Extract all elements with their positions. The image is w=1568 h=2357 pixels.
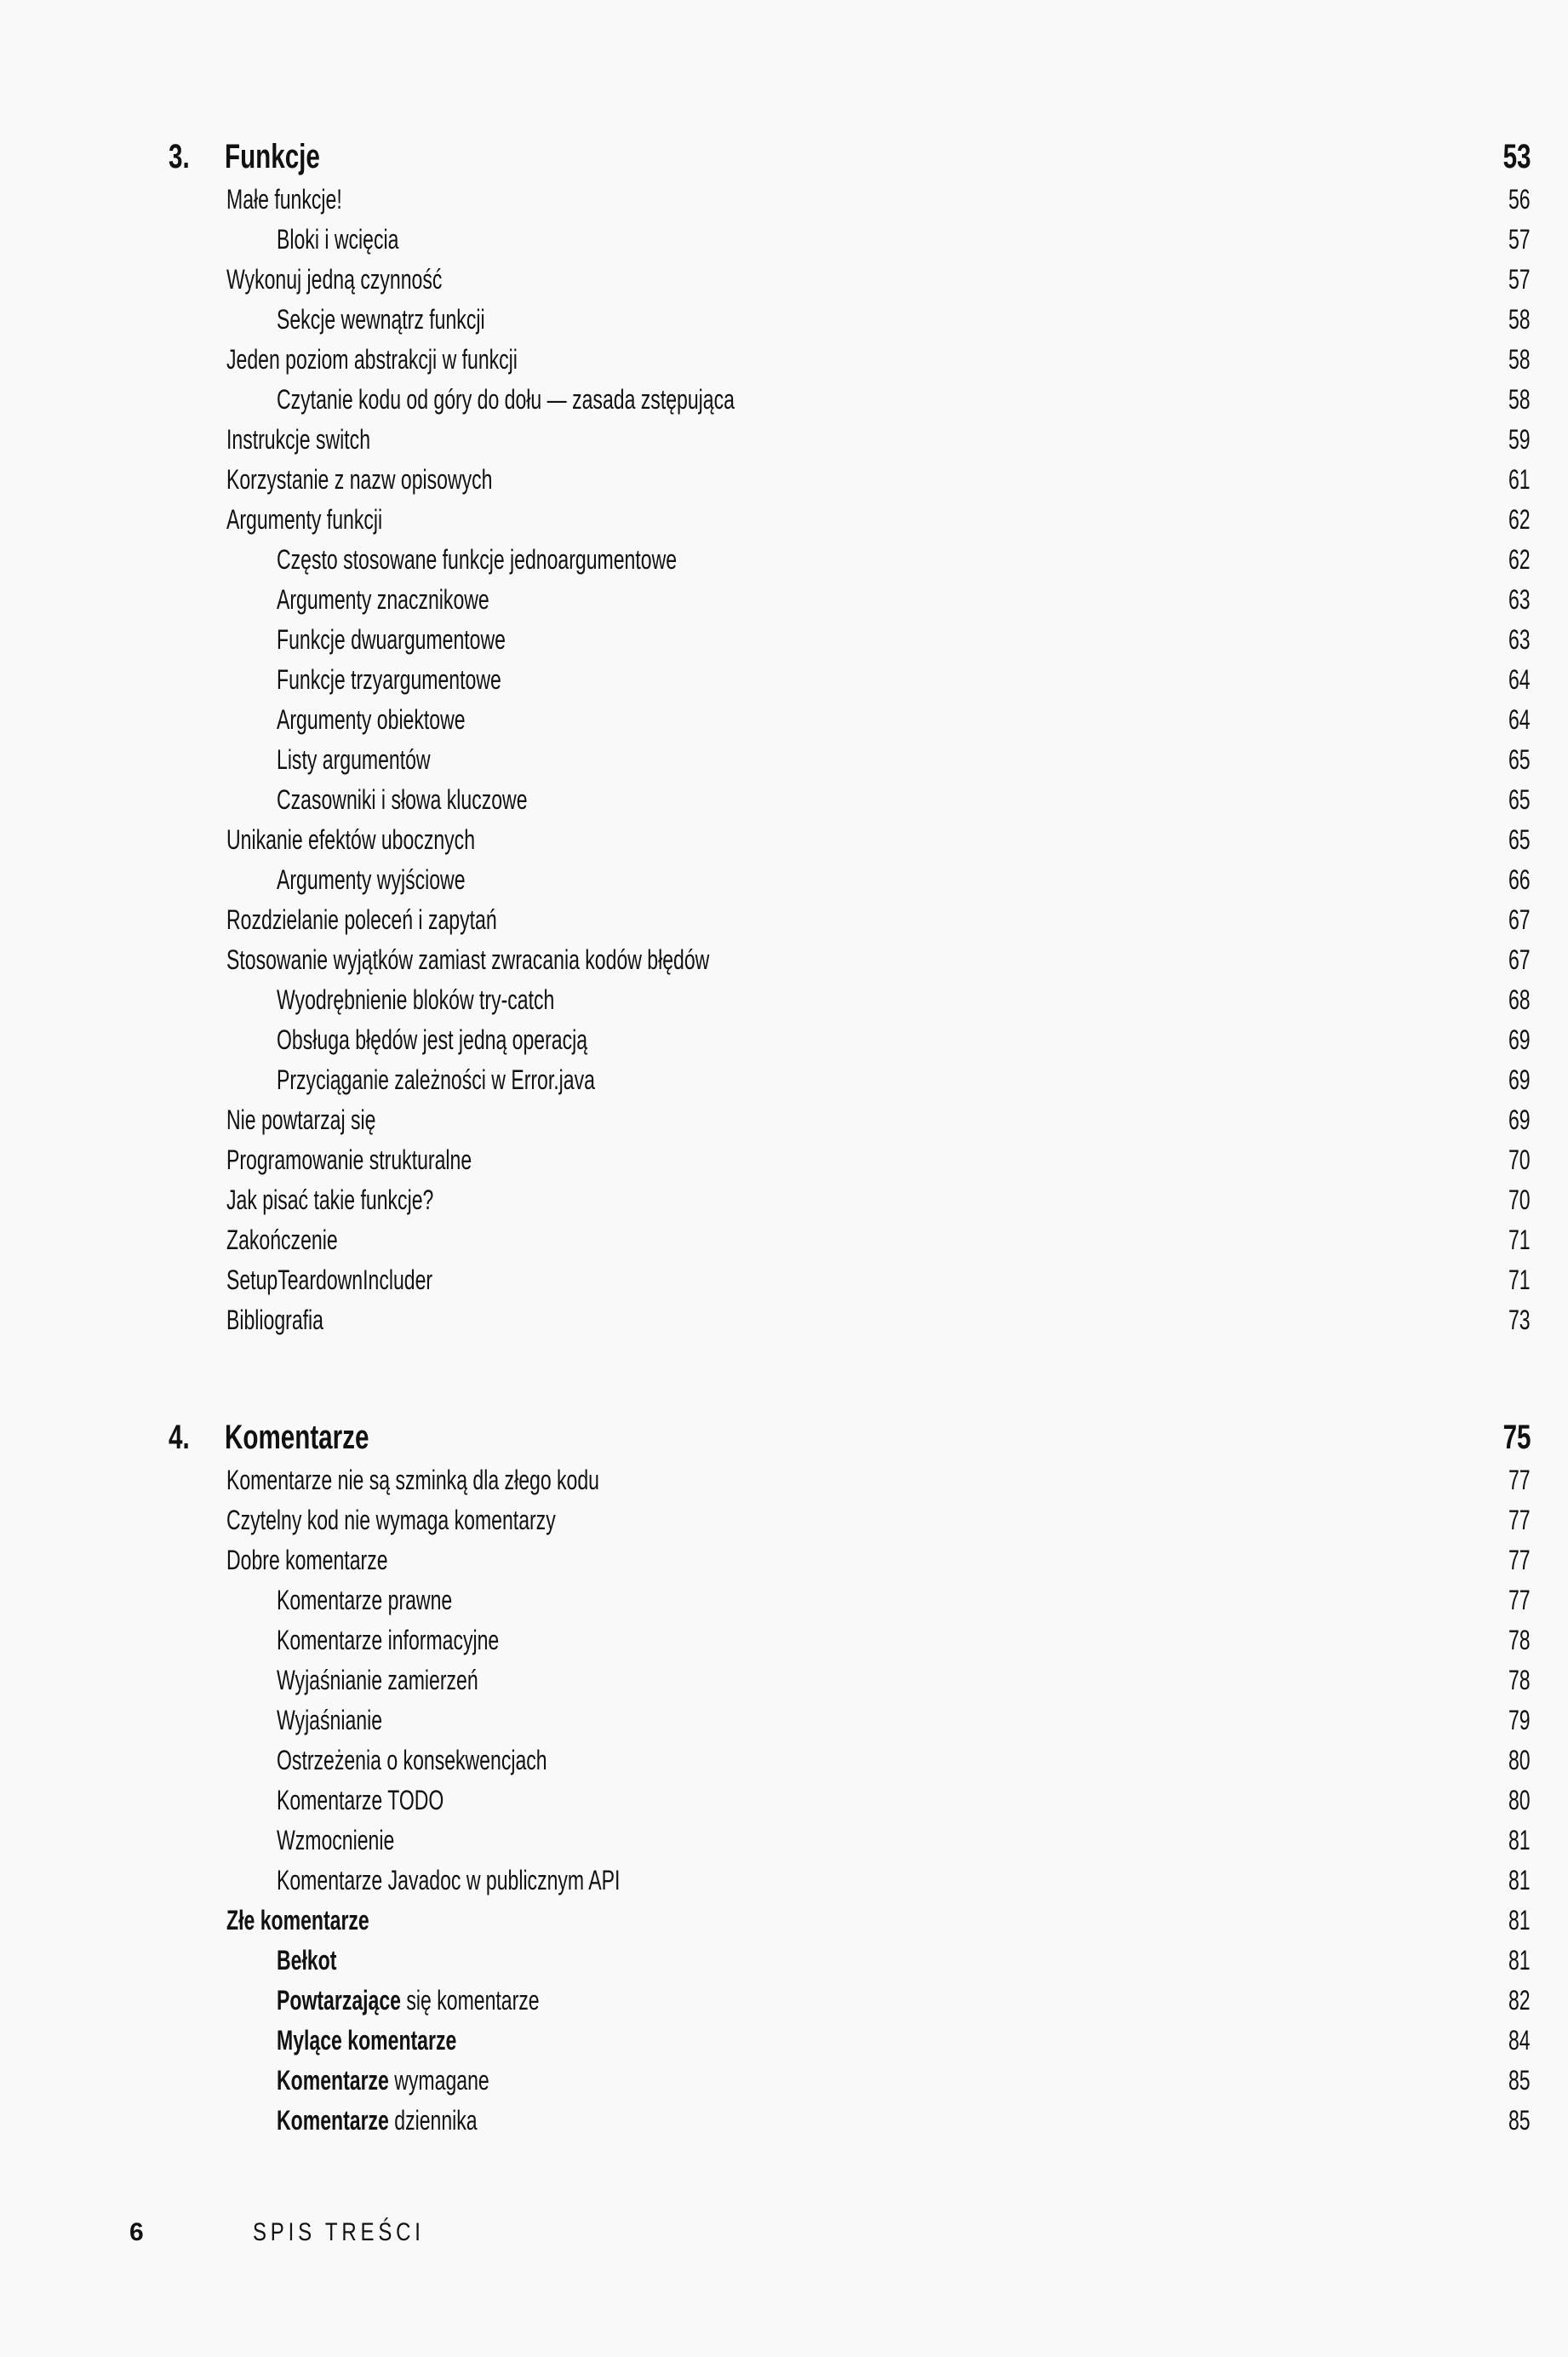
toc-entry[interactable] (0, 1821, 1568, 1861)
chapter-heading[interactable] (0, 135, 1568, 180)
toc-entry[interactable] (0, 540, 1568, 580)
entry-page: 57 (1508, 224, 1531, 255)
entry-title-text: Zakończenie (226, 1224, 338, 1255)
toc-entry[interactable] (0, 2021, 1568, 2061)
entry-title-text: Rozdzielanie poleceń i zapytań (226, 904, 497, 935)
chapter-page: 75 (1502, 1419, 1531, 1456)
entry-title-text: Argumenty wyjściowe (277, 864, 466, 895)
entry-title-text: Programowanie strukturalne (226, 1144, 472, 1175)
toc-entry[interactable] (0, 1140, 1568, 1180)
entry-title-text: Komentarze nie są szminką dla złego kodu (226, 1465, 599, 1495)
entry-title (277, 1060, 595, 1100)
entry-page: 58 (1508, 344, 1531, 375)
entry-page: 69 (1508, 1104, 1531, 1135)
entry-title (226, 1100, 375, 1140)
toc-entry[interactable] (0, 1660, 1568, 1700)
entry-page: 71 (1508, 1265, 1531, 1295)
entry-title (226, 820, 475, 860)
chapter-number: 3. (169, 138, 190, 175)
toc-entry[interactable] (0, 2061, 1568, 2101)
entry-page: 61 (1508, 464, 1531, 495)
toc-entry[interactable] (0, 1100, 1568, 1140)
chapter-heading[interactable] (0, 1415, 1568, 1460)
entry-title (226, 940, 709, 980)
toc-entry[interactable] (0, 1180, 1568, 1220)
entry-title-text: Bibliografia (226, 1305, 323, 1335)
entry-page: 77 (1508, 1465, 1531, 1495)
entry-page: 81 (1508, 1945, 1531, 1976)
entry-page: 70 (1508, 1144, 1531, 1175)
entry-title-text: się komentarze (400, 1985, 540, 2016)
entry-title-text: Przyciąganie zależności w Error.java (277, 1064, 595, 1095)
toc-entry[interactable] (0, 1941, 1568, 1981)
entry-title-text: Komentarze TODO (277, 1785, 444, 1815)
toc-entry[interactable] (0, 1981, 1568, 2021)
entry-page: 68 (1508, 984, 1531, 1015)
toc-entry[interactable] (0, 220, 1568, 260)
entry-page: 77 (1508, 1545, 1531, 1575)
entry-page: 66 (1508, 864, 1531, 895)
toc-entry[interactable] (0, 740, 1568, 780)
entry-title (277, 300, 485, 340)
toc-entry[interactable] (0, 1060, 1568, 1100)
entry-page: 78 (1508, 1665, 1531, 1695)
entry-title (226, 1180, 433, 1220)
toc-entry[interactable] (0, 660, 1568, 700)
toc-entry[interactable] (0, 1700, 1568, 1741)
entry-title (277, 2061, 489, 2101)
toc-entry[interactable] (0, 460, 1568, 500)
entry-page: 80 (1508, 1785, 1531, 1815)
entry-title (226, 340, 518, 380)
entry-title (226, 1460, 599, 1500)
entry-page: 81 (1508, 1905, 1531, 1935)
entry-page: 63 (1508, 584, 1531, 615)
entry-page: 65 (1508, 784, 1531, 815)
entry-page: 59 (1508, 424, 1531, 455)
entry-title (226, 460, 492, 500)
entry-page: 56 (1508, 184, 1531, 215)
entry-title-bold: Komentarze (277, 2065, 389, 2096)
entry-page: 57 (1508, 264, 1531, 295)
toc-entry[interactable] (0, 1901, 1568, 1941)
entry-title-text: Korzystanie z nazw opisowych (226, 464, 493, 495)
entry-title (277, 1741, 547, 1781)
entry-title (277, 740, 431, 780)
entry-page: 78 (1508, 1625, 1531, 1655)
entry-page: 85 (1508, 2065, 1531, 2096)
entry-title-text: Funkcje dwuargumentowe (277, 624, 506, 655)
entry-title-bold: Powtarzające (277, 1985, 401, 2016)
chapter-page: 53 (1502, 138, 1531, 175)
entry-page: 77 (1508, 1505, 1531, 1535)
entry-title (277, 980, 554, 1020)
entry-title (277, 1861, 620, 1901)
entry-page: 71 (1508, 1224, 1531, 1255)
entry-title (277, 660, 501, 700)
entry-page: 82 (1508, 1985, 1531, 2016)
toc-entry[interactable] (0, 380, 1568, 420)
entry-title-text: Obsługa błędów jest jedną operacją (277, 1024, 588, 1055)
entry-page: 58 (1508, 304, 1531, 335)
toc-entry[interactable] (0, 1540, 1568, 1580)
toc-entry[interactable] (0, 940, 1568, 980)
entry-page: 77 (1508, 1585, 1531, 1615)
entry-title (226, 260, 442, 300)
entry-title-text: Listy argumentów (277, 744, 431, 775)
entry-title (277, 540, 677, 580)
entry-page: 73 (1508, 1305, 1531, 1335)
toc-entry[interactable] (0, 580, 1568, 620)
toc-entry[interactable] (0, 1300, 1568, 1340)
entry-page: 64 (1508, 664, 1531, 695)
entry-page: 79 (1508, 1705, 1531, 1735)
entry-page: 67 (1508, 904, 1531, 935)
entry-title (226, 1140, 472, 1180)
entry-page: 65 (1508, 744, 1531, 775)
entry-title (226, 900, 497, 940)
entry-title-text: Czytelny kod nie wymaga komentarzy (226, 1505, 556, 1535)
entry-title-text: Komentarze informacyjne (277, 1625, 500, 1655)
entry-page: 62 (1508, 544, 1531, 575)
entry-title (277, 620, 506, 660)
entry-title-text: Wykonuj jedną czynność (226, 264, 443, 295)
chapter-title: Funkcje (225, 138, 320, 175)
page-footer (0, 2214, 1568, 2251)
toc-entry[interactable] (0, 340, 1568, 380)
entry-title-text: Dobre komentarze (226, 1545, 388, 1575)
toc-entry[interactable] (0, 900, 1568, 940)
entry-title (226, 1220, 338, 1260)
toc-entry[interactable] (0, 780, 1568, 820)
toc-entry[interactable] (0, 1741, 1568, 1781)
entry-title-text: Instrukcje switch (226, 424, 371, 455)
toc-entry[interactable] (0, 980, 1568, 1020)
entry-title-text: dziennika (388, 2105, 478, 2136)
entry-title (277, 220, 398, 260)
entry-page: 81 (1508, 1865, 1531, 1895)
toc-entry[interactable] (0, 1460, 1568, 1500)
toc-entry[interactable] (0, 620, 1568, 660)
entry-title (226, 1540, 388, 1580)
chapter-title: Komentarze (225, 1419, 369, 1456)
entry-title-text: SetupTeardownIncluder (226, 1265, 433, 1295)
entry-title-text: Nie powtarzaj się (226, 1104, 376, 1135)
entry-title (277, 780, 528, 820)
entry-title-text: Małe funkcje! (226, 184, 342, 215)
entry-title (277, 2101, 478, 2141)
entry-title-text: Wzmocnienie (277, 1825, 395, 1855)
entry-title-text: Argumenty obiektowe (277, 704, 466, 735)
entry-page: 81 (1508, 1825, 1531, 1855)
page-number: 6 (129, 2218, 144, 2246)
entry-title (226, 500, 382, 540)
entry-title-bold: Złe komentarze (226, 1905, 369, 1935)
entry-title (277, 380, 735, 420)
toc-entry[interactable] (0, 500, 1568, 540)
chapter-number: 4. (169, 1419, 190, 1456)
entry-title (277, 1981, 540, 2021)
entry-page: 65 (1508, 824, 1531, 855)
entry-title-text: Wyjaśnianie zamierzeń (277, 1665, 478, 1695)
toc-entry[interactable] (0, 1620, 1568, 1660)
entry-page: 67 (1508, 944, 1531, 975)
entry-page: 85 (1508, 2105, 1531, 2136)
entry-page: 84 (1508, 2025, 1531, 2056)
entry-title-text: Jak pisać takie funkcje? (226, 1184, 434, 1215)
entry-title (226, 1901, 369, 1941)
entry-title-bold: Bełkot (277, 1945, 337, 1976)
entry-page: 69 (1508, 1024, 1531, 1055)
entry-title-text: wymagane (388, 2065, 489, 2096)
toc-entry[interactable] (0, 2101, 1568, 2141)
entry-title-text: Argumenty funkcji (226, 504, 383, 535)
entry-title (277, 1941, 336, 1981)
entry-title (277, 1700, 382, 1741)
toc-entry[interactable] (0, 300, 1568, 340)
entry-title-bold: Komentarze (277, 2105, 389, 2136)
toc-entry[interactable] (0, 1500, 1568, 1540)
entry-title (277, 1580, 452, 1620)
entry-title (277, 1660, 478, 1700)
entry-title-bold: Mylące komentarze (277, 2025, 457, 2056)
entry-title-text: Wyjaśnianie (277, 1705, 383, 1735)
toc-entry[interactable] (0, 260, 1568, 300)
toc-entry[interactable] (0, 1580, 1568, 1620)
toc-entry[interactable] (0, 1260, 1568, 1300)
entry-page: 80 (1508, 1745, 1531, 1775)
entry-title-text: Komentarze Javadoc w publicznym API (277, 1865, 621, 1895)
entry-title-text: Stosowanie wyjątków zamiast zwracania kodów błędów (226, 944, 710, 975)
entry-title (277, 1781, 444, 1821)
entry-title-text: Komentarze prawne (277, 1585, 453, 1615)
entry-title-text: Jeden poziom abstrakcji w funkcji (226, 344, 518, 375)
entry-title (226, 1300, 323, 1340)
entry-title-text: Czytanie kodu od góry do dołu — zasada zstępująca (277, 384, 735, 415)
entry-title-text: Czasowniki i słowa kluczowe (277, 784, 528, 815)
entry-page: 69 (1508, 1064, 1531, 1095)
entry-title (277, 700, 466, 740)
entry-title (277, 580, 489, 620)
entry-page: 70 (1508, 1184, 1531, 1215)
entry-title (277, 1620, 499, 1660)
toc-entry[interactable] (0, 1861, 1568, 1901)
entry-title (226, 1500, 556, 1540)
entry-title-text: Argumenty znacznikowe (277, 584, 489, 615)
entry-page: 58 (1508, 384, 1531, 415)
chapter-4-section (0, 1415, 1568, 2141)
toc-entry[interactable] (0, 1020, 1568, 1060)
entry-page: 64 (1508, 704, 1531, 735)
entry-title-text: Sekcje wewnątrz funkcji (277, 304, 485, 335)
entry-title-text: Często stosowane funkcje jednoargumentowe (277, 544, 678, 575)
entry-title-text: Ostrzeżenia o konsekwencjach (277, 1745, 547, 1775)
entry-title-text: Bloki i wcięcia (277, 224, 399, 255)
entry-title (277, 2021, 456, 2061)
toc-entry[interactable] (0, 700, 1568, 740)
toc-entry[interactable] (0, 820, 1568, 860)
toc-entry[interactable] (0, 180, 1568, 220)
entry-title (226, 420, 370, 460)
toc-entry[interactable] (0, 860, 1568, 900)
entry-title (277, 860, 466, 900)
running-title: SPIS TREŚCI (253, 2218, 425, 2246)
entry-title (226, 1260, 432, 1300)
toc-entry[interactable] (0, 1781, 1568, 1821)
entry-title (226, 180, 342, 220)
chapter-3-section (0, 135, 1568, 1340)
entry-page: 62 (1508, 504, 1531, 535)
entry-title-text: Wyodrębnienie bloków try-catch (277, 984, 555, 1015)
entry-title-text: Unikanie efektów ubocznych (226, 824, 476, 855)
entry-title (277, 1821, 394, 1861)
toc-entry[interactable] (0, 420, 1568, 460)
entry-page: 63 (1508, 624, 1531, 655)
entry-title (277, 1020, 587, 1060)
toc-entry[interactable] (0, 1220, 1568, 1260)
entry-title-text: Funkcje trzyargumentowe (277, 664, 501, 695)
